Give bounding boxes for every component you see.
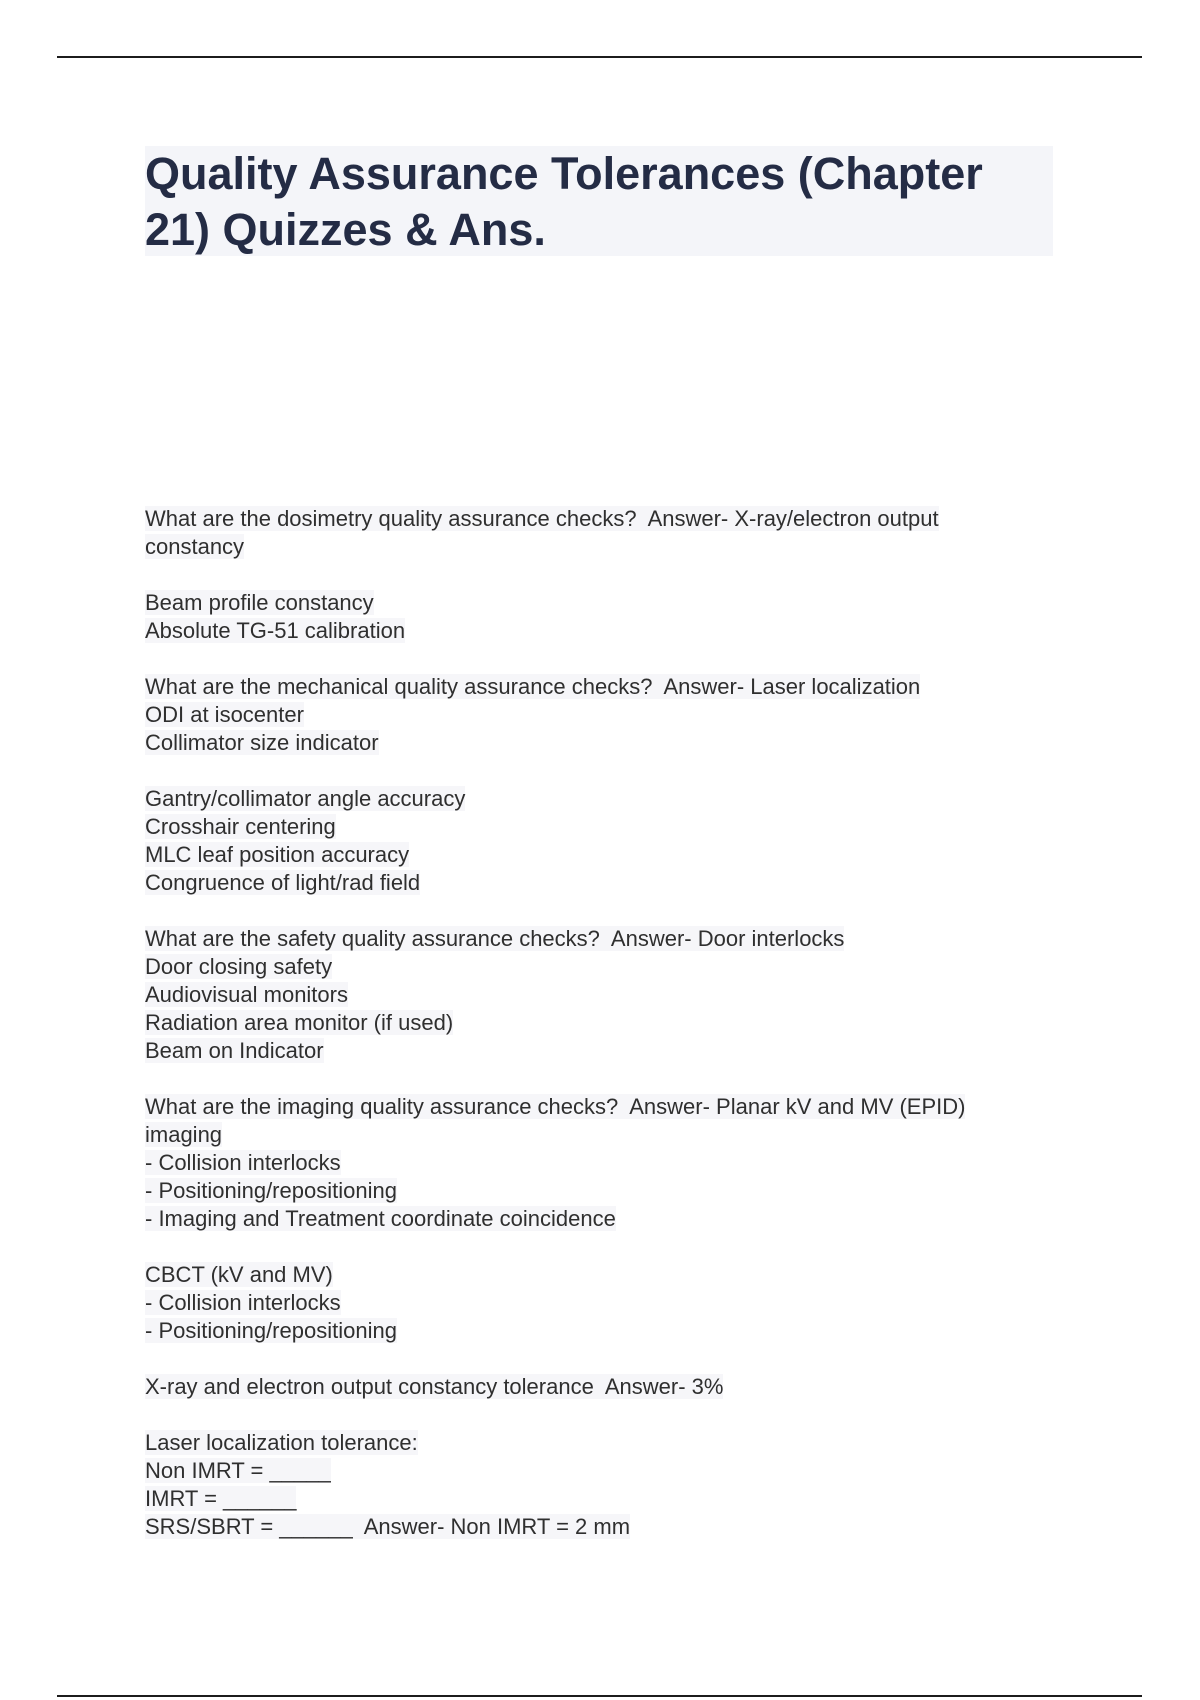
text-line: What are the imaging quality assurance checks? Answer- Planar kV and MV (EPID) — [145, 1094, 966, 1119]
qa-block — [145, 673, 1065, 757]
text-line: ODI at isocenter — [145, 702, 304, 727]
text-line: constancy — [145, 534, 245, 559]
text-line: What are the dosimetry quality assurance checks? Answer- X-ray/electron output — [145, 506, 939, 531]
text-line: - Positioning/repositioning — [145, 1318, 397, 1343]
text-line: Collimator size indicator — [145, 730, 379, 755]
text-line: X-ray and electron output constancy tolerance Answer- 3% — [145, 1374, 724, 1399]
qa-block — [145, 589, 1065, 645]
text-line: What are the safety quality assurance checks? Answer- Door interlocks — [145, 926, 845, 951]
qa-block — [145, 1093, 1065, 1233]
text-line: What are the mechanical quality assurance checks? Answer- Laser localization — [145, 674, 921, 699]
text-line: Beam profile constancy — [145, 590, 374, 615]
text-line: Beam on Indicator — [145, 1038, 324, 1063]
text-line: Door closing safety — [145, 954, 333, 979]
text-line: imaging — [145, 1122, 223, 1147]
text-line: - Collision interlocks — [145, 1290, 341, 1315]
text-line: Absolute TG-51 calibration — [145, 618, 406, 643]
text-line: SRS/SBRT = ______ Answer- Non IMRT = 2 mm — [145, 1514, 631, 1539]
document-title: Quality Assurance Tolerances (Chapter 21) Quizzes & Ans. — [145, 148, 983, 255]
header-rule — [57, 56, 1142, 58]
qa-block — [145, 505, 1065, 561]
text-line: CBCT (kV and MV) — [145, 1262, 333, 1287]
text-line: - Collision interlocks — [145, 1150, 341, 1175]
text-line: Radiation area monitor (if used) — [145, 1010, 454, 1035]
text-line: Laser localization tolerance: — [145, 1430, 418, 1455]
footer-rule — [57, 1695, 1142, 1697]
text-line: - Positioning/repositioning — [145, 1178, 397, 1203]
text-line: MLC leaf position accuracy — [145, 842, 410, 867]
qa-block — [145, 1261, 1065, 1345]
text-line: Non IMRT = _____ — [145, 1458, 331, 1483]
qa-block — [145, 1429, 1065, 1541]
text-line: Gantry/collimator angle accuracy — [145, 786, 466, 811]
text-line: Congruence of light/rad field — [145, 870, 421, 895]
text-line: IMRT = ______ — [145, 1486, 297, 1511]
qa-block — [145, 1373, 1065, 1401]
text-line: Crosshair centering — [145, 814, 336, 839]
text-line: Audiovisual monitors — [145, 982, 348, 1007]
text-line: - Imaging and Treatment coordinate coincidence — [145, 1206, 616, 1231]
qa-block — [145, 785, 1065, 897]
qa-block — [145, 925, 1065, 1065]
document-body — [145, 505, 1065, 1569]
